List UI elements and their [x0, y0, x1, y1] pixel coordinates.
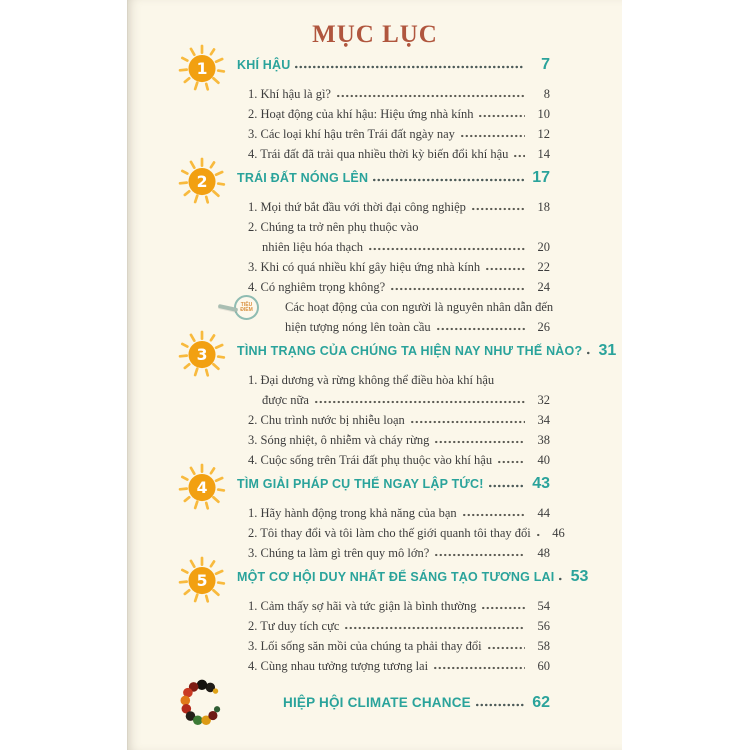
toc-item: [248, 410, 550, 430]
toc-item: [248, 370, 550, 410]
toc-item-label: 1. Mọi thứ bắt đầu với thời đại công nghiệp: [248, 200, 466, 214]
toc-section-heading: [196, 169, 550, 195]
page-title: MỤC LỤC: [312, 21, 438, 48]
toc-item-label: 2. Chu trình nước bị nhiễu loạn: [248, 413, 405, 427]
toc-item-page: 20: [537, 240, 550, 254]
toc-item-focus: [240, 297, 554, 337]
toc-item-label: 4. Trái đất đã trải qua nhiều thời kỳ biến đổi khí hậu: [248, 147, 509, 161]
section-page-number: 43: [532, 475, 550, 492]
toc-item-page: 34: [537, 413, 550, 427]
dot-leader: [372, 178, 524, 182]
toc-item: [248, 257, 550, 277]
toc-section-4: [196, 475, 565, 563]
toc-item: [248, 636, 550, 656]
toc-item-page: 60: [537, 659, 550, 673]
toc-section-1: [196, 56, 550, 164]
dot-leader: [336, 94, 525, 98]
toc-section-heading: [196, 568, 589, 594]
climate-chance-logo: [178, 676, 228, 728]
toc-item-page: 40: [537, 453, 550, 467]
toc-items: [248, 370, 550, 470]
dot-leader: [460, 134, 525, 138]
toc-item-label-line2: hiện tượng nóng lên toàn cầu: [285, 320, 431, 334]
dot-leader: [314, 400, 525, 404]
toc-item-label: 3. Các loại khí hậu trên Trái đất ngày nay: [248, 127, 455, 141]
dot-leader: [471, 207, 525, 211]
section-title: TÌNH TRẠNG CỦA CHÚNG TA HIỆN NAY NHƯ THẾ NÀO?: [237, 344, 583, 358]
toc-item-label: 1. Đại dương và rừng không thể điều hòa khí hậu: [248, 373, 495, 387]
toc-item-label: 1. Cảm thấy sợ hãi và tức giận là bình thường: [248, 599, 477, 613]
toc-item-page: 12: [537, 127, 550, 141]
section-title: TRÁI ĐẤT NÓNG LÊN: [237, 171, 369, 185]
dot-leader: [536, 533, 540, 537]
dot-leader: [434, 553, 525, 557]
sun-number-icon: [177, 555, 227, 605]
dot-leader: [487, 646, 525, 650]
toc-item: [248, 144, 550, 164]
section-page-number: 31: [598, 342, 617, 359]
dot-leader: [586, 351, 590, 355]
dot-leader: [513, 154, 525, 158]
toc-item-page: 46: [552, 526, 565, 540]
toc-item-page: 48: [537, 546, 550, 560]
toc-item: [248, 84, 550, 104]
dot-leader: [481, 606, 525, 610]
toc-item-page: 26: [537, 320, 550, 334]
section-page-number: 17: [532, 169, 550, 186]
toc-section-heading: [196, 342, 617, 368]
toc-item-label: 3. Lối sống săn mồi của chúng ta phải thay đổi: [248, 639, 482, 653]
sun-number-icon: [177, 43, 227, 93]
toc-section-heading: [196, 56, 550, 82]
toc-item-page: 14: [537, 147, 550, 161]
dot-leader: [485, 267, 525, 271]
magnifier-icon: [218, 295, 282, 320]
toc-page: [128, 0, 622, 750]
dot-leader: [497, 460, 525, 464]
dot-leader: [434, 440, 525, 444]
toc-item-page: 18: [537, 200, 550, 214]
section-page-number: 7: [541, 56, 550, 73]
toc-item: [248, 217, 550, 257]
toc-item-page: 22: [537, 260, 550, 274]
dot-leader: [462, 513, 525, 517]
toc-item-label: 2. Tôi thay đổi và tôi làm cho thế giới quanh tôi thay đổi: [248, 526, 531, 540]
section-number: 5: [196, 572, 208, 591]
toc-item-page: 44: [537, 506, 550, 520]
dot-leader: [475, 703, 524, 707]
section-page-number: 53: [570, 568, 589, 585]
toc-item-page: 38: [537, 433, 550, 447]
toc-item-page: 10: [537, 107, 550, 121]
section-title: TÌM GIẢI PHÁP CỤ THỂ NGAY LẬP TỨC!: [237, 477, 484, 491]
dot-leader: [433, 666, 525, 670]
toc-item-label: 2. Hoạt động của khí hậu: Hiệu ứng nhà kính: [248, 107, 474, 121]
sun-number-icon: [177, 462, 227, 512]
dot-leader: [478, 114, 525, 118]
section-number: 3: [196, 346, 208, 365]
magnifier-lens-icon: [234, 295, 259, 320]
section-title: KHÍ HẬU: [237, 58, 291, 72]
toc-item: [248, 596, 550, 616]
dot-leader: [390, 287, 525, 291]
toc-item-label: 2. Tư duy tích cực: [248, 619, 340, 633]
toc-item: [248, 543, 550, 563]
focus-badge: TIÊU ĐIỂM: [240, 301, 253, 313]
dot-leader: [558, 577, 562, 581]
toc-item: [248, 503, 550, 523]
section-number: 1: [196, 60, 208, 79]
toc-section-5: [196, 568, 589, 676]
toc-item-label: 3. Khi có quá nhiều khí gây hiệu ứng nhà kính: [248, 260, 481, 274]
toc-item: [248, 277, 550, 297]
toc-item-label: 4. Có nghiêm trọng không?: [248, 280, 386, 294]
dot-leader: [294, 65, 524, 69]
toc-item-label: Các hoạt động của con người là nguyên nhân dẫn đến: [285, 300, 554, 314]
toc-footer-row: [283, 694, 550, 712]
toc-item: [248, 616, 550, 636]
footer-title: HIỆP HỘI CLIMATE CHANCE: [283, 695, 471, 710]
toc-item-label-line2: nhiên liệu hóa thạch: [262, 240, 364, 254]
toc-item-label: 3. Sóng nhiệt, ô nhiễm và cháy rừng: [248, 433, 430, 447]
dot-leader: [488, 484, 524, 488]
dot-leader: [368, 247, 525, 251]
dot-leader: [344, 626, 525, 630]
toc-item-page: 56: [537, 619, 550, 633]
section-title: MỘT CƠ HỘI DUY NHẤT ĐỂ SÁNG TẠO TƯƠNG LAI: [237, 570, 555, 584]
toc-item-page: 58: [537, 639, 550, 653]
toc-section-2: [196, 169, 554, 337]
toc-item-label-line2: được nữa: [262, 393, 309, 407]
toc-item-page: 32: [537, 393, 550, 407]
toc-items: [240, 197, 554, 337]
toc-item: [248, 430, 550, 450]
toc-items: [248, 596, 550, 676]
toc-item: [248, 450, 550, 470]
toc-item-label: 1. Khí hậu là gì?: [248, 87, 331, 101]
toc-item-label: 1. Hãy hành động trong khả năng của bạn: [248, 506, 457, 520]
sun-number-icon: [177, 156, 227, 206]
toc-item: [248, 197, 550, 217]
toc-item-page: 8: [543, 87, 550, 101]
toc-item-label: 4. Cùng nhau tưởng tượng tương lai: [248, 659, 429, 673]
toc-section-3: [196, 342, 617, 470]
footer-page-number: 62: [532, 694, 550, 711]
toc-item-label: 3. Chúng ta làm gì trên quy mô lớn?: [248, 546, 430, 560]
toc-content: [128, 0, 622, 712]
toc-item: [248, 656, 550, 676]
toc-section-heading: [196, 475, 550, 501]
toc-item-page: 24: [537, 280, 550, 294]
toc-item: [248, 104, 550, 124]
toc-item-label: 4. Cuộc sống trên Trái đất phụ thuộc vào khí hậu: [248, 453, 493, 467]
toc-items: [248, 503, 565, 563]
dot-leader: [436, 327, 525, 331]
toc-item: [248, 124, 550, 144]
toc-item-label: 2. Chúng ta trở nên phụ thuộc vào: [248, 220, 419, 234]
toc-item-page: 54: [537, 599, 550, 613]
toc-items: [248, 84, 550, 164]
dot-leader: [410, 420, 525, 424]
section-number: 2: [196, 173, 208, 192]
sun-number-icon: [177, 329, 227, 379]
section-number: 4: [196, 479, 208, 498]
toc-item: [248, 523, 565, 543]
